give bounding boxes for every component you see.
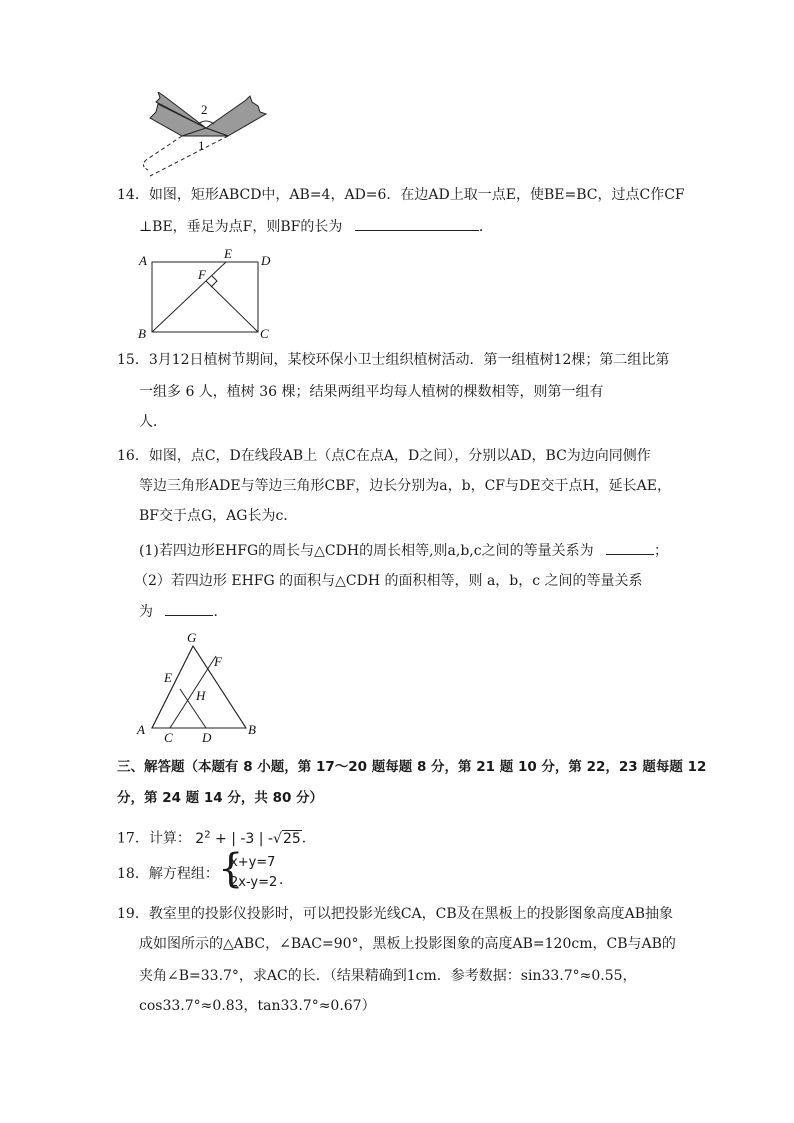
q15-line1 (117, 350, 669, 370)
q16-part1-end: ； (654, 543, 669, 559)
q17-exponent: 2 (204, 829, 211, 840)
q15-line3 (139, 412, 167, 432)
q15-line2 (139, 382, 604, 402)
q16-number: 16． (117, 448, 149, 464)
q19-text-1: 教室里的投影仪投影时，可以把投影光线CA，CB及在黑板上的投影图象高度AB抽象 (148, 906, 674, 922)
point-b-label: B (248, 722, 256, 737)
q17-text: 计算： (148, 830, 191, 847)
vertex-e-label: E (224, 246, 232, 261)
q19-line2 (139, 934, 676, 954)
q14-end: ． (478, 219, 493, 235)
angle-2-label: 2 (201, 102, 208, 117)
q16-line1 (117, 446, 651, 466)
point-e-label: E (164, 670, 172, 685)
q15-number: 15． (117, 352, 149, 368)
brace-icon: { (218, 846, 244, 892)
q19-text-3: 夹角∠B=33.7°，求AC的长．（结果精确到1cm．参考数据：sin33.7°≈0.55， (139, 968, 637, 984)
q19-text-4: cos33.7°≈0.83，tan33.7°≈0.67） (139, 998, 376, 1014)
q16-part1-text: (1)若四边形EHFG的周长与△CDH的周长相等,则a,b,c之间的等量关系为 (139, 543, 594, 559)
vertex-c-label: C (260, 326, 269, 341)
q16-part1-blank[interactable] (606, 540, 654, 555)
q14-answer-blank[interactable] (355, 216, 479, 231)
q18-number: 18． (117, 866, 149, 882)
q17-line (117, 825, 316, 849)
q17-middle: + | -3 | - (210, 830, 274, 847)
q18-line (117, 864, 219, 884)
q16-part2-line2 (139, 601, 227, 622)
q14-text-1: 如图，矩形ABCD中，AB=4，AD=6．在边AD上取一点E，使BE=BC，过点C作CF (148, 187, 685, 203)
angle-1-label: 1 (198, 138, 205, 153)
q19-line3 (139, 966, 637, 986)
q16-part2-blank[interactable] (165, 601, 213, 616)
point-d-label: D (202, 730, 212, 744)
section-3-line1: 三、解答题（本题有 8 小题，第 17～20 题每题 8 分，第 21 题 10 分，第 22，23 题每题 12 (117, 759, 707, 775)
q16-part2 (134, 571, 643, 591)
q19-line4 (139, 996, 376, 1016)
q17-expression (195, 831, 301, 847)
q16-text-2: 等边三角形ADE与等边三角形CBF，边长分别为a，b，CF与DE交于点H，延长AE， (139, 478, 671, 494)
q18-end: ． (279, 872, 293, 888)
q16-text-1: 如图，点C，D在线段AB上（点C在点A，D之间），分别以AD，BC为边向同侧作 (148, 448, 651, 464)
folded-strip-figure (136, 92, 270, 180)
q17-number: 17． (117, 830, 149, 847)
section-3-header (117, 757, 706, 777)
q17-radicand: 25 (282, 830, 301, 847)
point-f-label: F (214, 654, 222, 669)
equilateral-triangles-figure (134, 632, 264, 744)
q17-end: ． (301, 830, 316, 847)
q16-text-3: BF交于点G，AG长为c． (139, 508, 298, 524)
q17-base: 2 (195, 830, 205, 847)
section-3-header-2 (117, 788, 323, 808)
sqrt-sign: √ (273, 830, 282, 847)
section-3-line2: 分，第 24 题 14 分，共 80 分） (117, 790, 324, 806)
q19-number: 19． (117, 906, 149, 922)
q16-part2-text: （2）若四边形 EHFG 的面积与△CDH 的面积相等，则 a，b，c 之间的等量关系 (134, 573, 643, 589)
q15-text-3: 人． (139, 414, 167, 430)
q14-number: 14． (117, 187, 149, 203)
equation-1: x+y=7 (230, 855, 276, 870)
vertex-b-label: B (138, 326, 146, 341)
q16-part2-end: ． (213, 604, 228, 620)
q19-text-2: 成如图所示的△ABC，∠BAC=90°，黑板上投影图象的高度AB=120cm，CB与AB的 (139, 936, 676, 952)
q16-part2-text-2: 为 (139, 604, 153, 620)
vertex-a-label: A (139, 253, 147, 268)
q14-text-2: ⊥BE，垂足为点F，则BF的长为 (139, 219, 343, 235)
q16-line3 (139, 506, 297, 526)
equation-system (218, 846, 278, 893)
q15-text-2: 一组多 6 人，植树 36 棵；结果两组平均每人植树的棵数相等，则第一组有 (139, 384, 604, 400)
rectangle-abcd-figure (134, 246, 274, 346)
q16-line2 (139, 476, 671, 496)
q16-part1 (139, 540, 668, 561)
point-a-label: A (137, 722, 145, 737)
equation-2: 2x-y=2 (230, 875, 278, 890)
q14-line1 (117, 185, 685, 205)
q19-line1 (117, 904, 673, 924)
point-g-label: G (187, 632, 197, 645)
vertex-f-label: F (198, 267, 206, 282)
point-c-label: C (164, 730, 173, 744)
vertex-d-label: D (261, 253, 271, 268)
q15-text-1: 3月12日植树节期间，某校环保小卫士组织植树活动．第一组植树12棵；第二组比第 (148, 352, 670, 368)
q18-end-mark (279, 870, 293, 890)
q18-text: 解方程组： (148, 866, 219, 882)
point-h-label: H (196, 688, 206, 703)
q14-line2 (139, 216, 493, 237)
